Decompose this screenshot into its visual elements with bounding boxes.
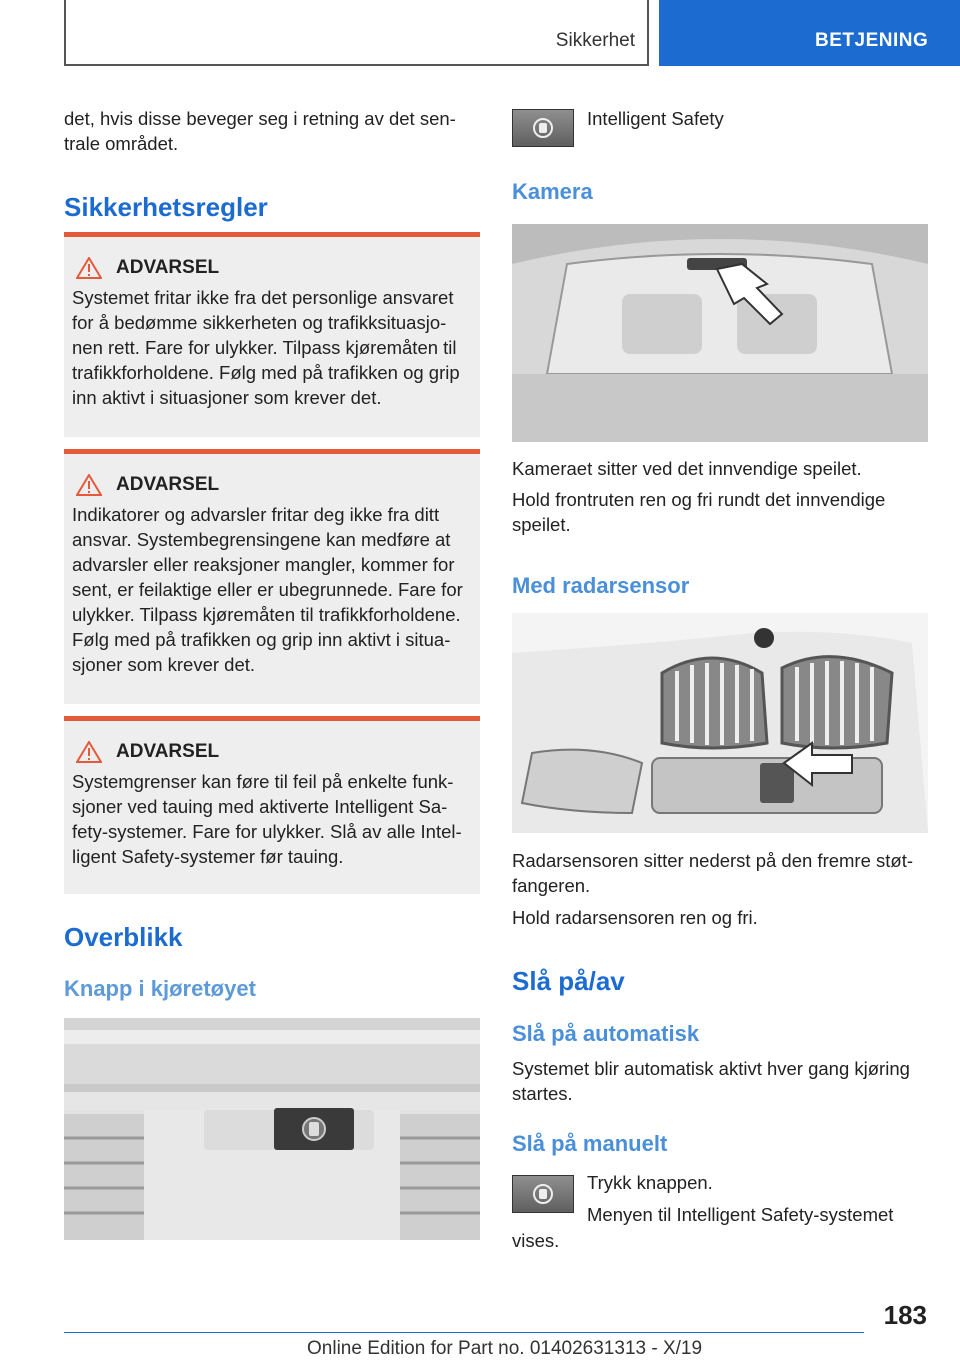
auto-on-text: Systemet blir automatisk aktivt hver gang kjøring startes. — [512, 1058, 910, 1104]
warning-label: ADVARSEL — [116, 257, 220, 278]
warning-label: ADVARSEL — [116, 741, 220, 762]
warning-triangle-icon — [76, 741, 102, 763]
heading-button-in-vehicle: Knapp i kjøretøyet — [64, 976, 256, 1001]
radar-care-text: Hold radarsensoren ren og fri. — [512, 907, 758, 928]
camera-care-text: Hold frontruten ren og fri rundt det innvendige speilet. — [512, 489, 886, 535]
button-label-intelligent-safety: Intelligent Safety — [587, 108, 724, 129]
heading-overview: Overblikk — [64, 922, 183, 952]
warning-text: Systemgrenser kan føre til feil på enkelte funk-sjoner ved tauing med aktiverte Intelligent Sa-fety-systemer. Fare for ulykker. Slå av alle Intel-ligent Safety-systemer før tauing. — [72, 771, 462, 867]
chapter-tab-label: BETJENING — [815, 30, 929, 51]
warning-header — [76, 474, 472, 496]
heading-radar: Med radarsensor — [512, 573, 690, 598]
intro-text: det, hvis disse beveger seg i retning av det sen- trale området. — [64, 108, 456, 154]
page-number: 183 — [883, 1300, 927, 1330]
heading-camera: Kamera — [512, 179, 593, 204]
manual-result-text: Menyen til Intelligent Safety-systemet — [587, 1204, 894, 1225]
radar-location-text: Radarsensoren sitter nederst på den fremre støt-fangeren. — [512, 850, 914, 896]
warning-label: ADVARSEL — [116, 474, 220, 495]
camera-location-image — [512, 224, 928, 442]
radar-sensor-location-image — [512, 613, 928, 833]
dashboard-button-image — [64, 1018, 480, 1240]
warning-text: Systemet fritar ikke fra det personlige ansvaret for å bedømme sikkerheten og trafikksituasjo-nen rett. Fare for ulykker. Tilpass kjøremåten til trafikkforholdene. Følg med på trafikken og grip inn aktivt i situasjoner som krever det. — [72, 287, 460, 408]
heading-auto-on: Slå på automatisk — [512, 1021, 700, 1046]
manual-result-text-cont: vises. — [512, 1230, 560, 1251]
warning-box-3 — [64, 716, 480, 894]
warning-triangle-icon — [76, 257, 102, 279]
warning-header — [76, 741, 472, 763]
chapter-tab — [659, 0, 960, 66]
heading-on-off: Slå på/av — [512, 966, 625, 996]
warning-header — [76, 257, 472, 279]
warning-box-1 — [64, 232, 480, 437]
edition-note: Online Edition for Part no. 01402631313 - X/19 — [307, 1338, 703, 1359]
heading-manual-on: Slå på manuelt — [512, 1131, 668, 1156]
intelligent-safety-button-icon — [512, 1175, 574, 1213]
manual-step-text: Trykk knappen. — [587, 1172, 713, 1193]
footer-divider — [64, 1332, 864, 1333]
header-section-title: Sikkerhet — [555, 30, 635, 51]
intelligent-safety-button-icon — [512, 109, 574, 147]
warning-box-2 — [64, 449, 480, 704]
warning-triangle-icon — [76, 474, 102, 496]
warning-text: Indikatorer og advarsler fritar deg ikke fra ditt ansvar. Systembegrensingene kan medføre at advarsler eller reaksjoner mangler, kommer for sent, er feilaktige eller er ubegrunnede. Fare for ulykker. Tilpass kjøremåten til trafikkforholdene. Følg med på trafikken og grip inn aktivt i situa-sjoner som krever det. — [72, 504, 463, 675]
camera-location-text: Kameraet sitter ved det innvendige speilet. — [512, 458, 862, 479]
heading-safety-rules: Sikkerhetsregler — [64, 192, 268, 222]
